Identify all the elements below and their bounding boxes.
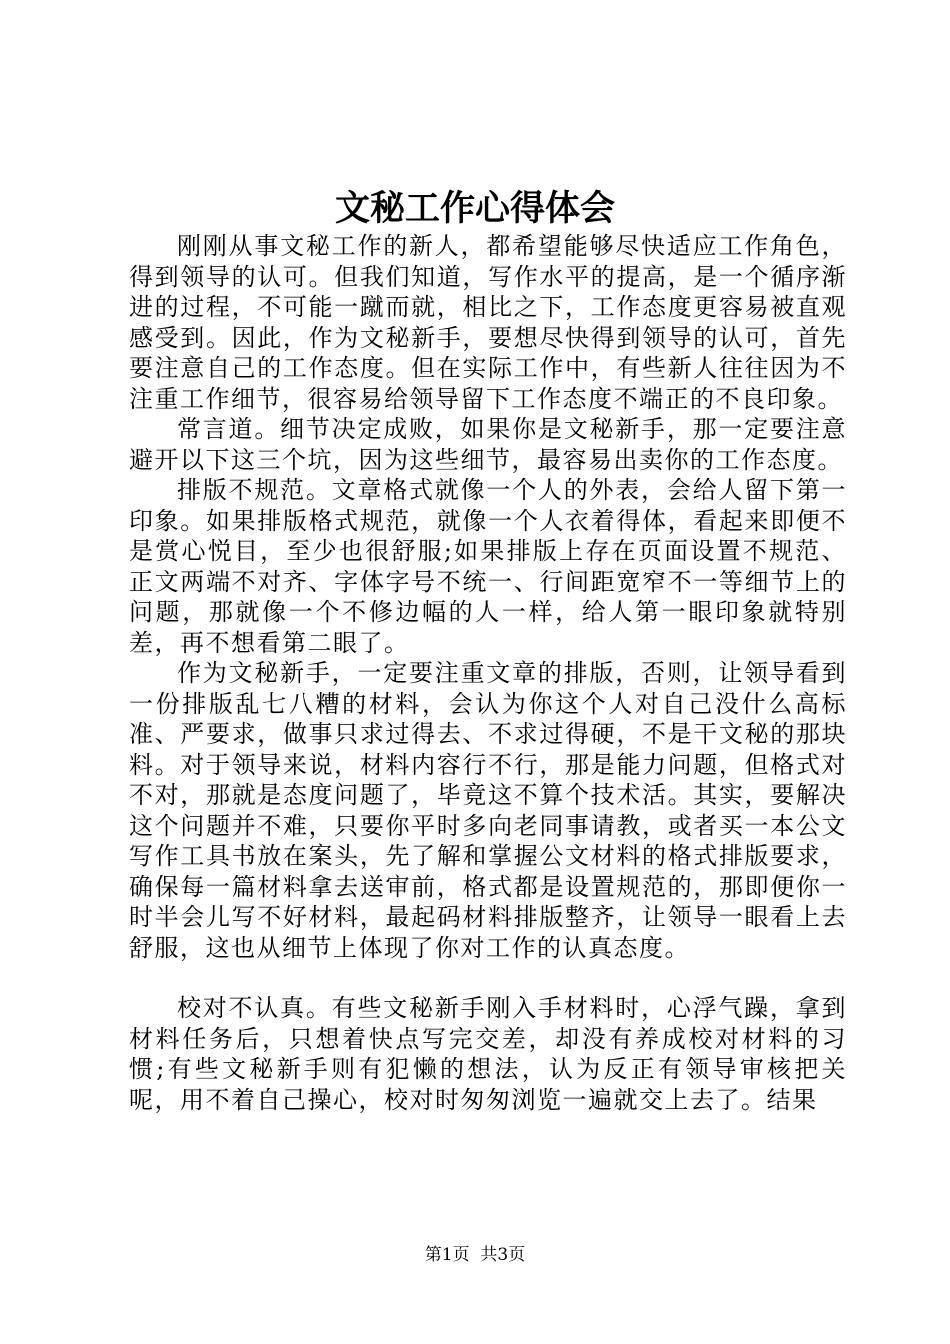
paragraph-saying: 常言道。细节决定成败，如果你是文秘新手，那一定要注意避开以下这三个坑，因为这些细节，最容易出卖你的工作态度。 [129,415,847,474]
page-total: 共3页 [480,1245,526,1265]
page-footer [0,1243,950,1267]
paragraph-layout-advice: 作为文秘新手，一定要注重文章的排版，否则，让领导看到一份排版乱七八糟的材料，会认为你这个人对自己没什么高标准、严要求，做事只求过得去、不求过得硬，不是干文秘的那块料。对于领导来说，材料内容行不行，那是能力问题，但格式对不对，那就是态度问题了，毕竟这不算个技术活。其实，要解决这个问题并不难，只要你平时多向老同事请教，或者买一本公文写作工具书放在案头，先了解和掌握公文材料的格式排版要求，确保每一篇材料拿去送审前，格式都是设置规范的，那即便你一时半会儿写不好材料，最起码材料排版整齐，让领导一眼看上去舒服，这也从细节上体现了你对工作的认真态度。 [129,659,847,962]
footer-spacer [470,1245,481,1265]
paragraph-layout-issue: 排版不规范。文章格式就像一个人的外表，会给人留下第一印象。如果排版格式规范，就像一个人衣着得体，看起来即便不是赏心悦目，至少也很舒服;如果排版上存在页面设置不规范、正文两端不对齐、字体字号不统一、行间距宽窄不一等细节上的问题，那就像一个不修边幅的人一样，给人第一眼印象就特别差，再不想看第二眼了。 [129,476,847,657]
paragraph-proofreading: 校对不认真。有些文秘新手刚入手材料时，心浮气躁，拿到材料任务后，只想着快点写完交差，却没有养成校对材料的习惯;有些文秘新手则有犯懒的想法，认为反正有领导审核把关呢，用不着自己操心，校对时匆匆浏览一遍就交上去了。结果 [129,994,847,1114]
paragraph-gap [129,963,847,993]
paragraph-intro: 刚刚从事文秘工作的新人，都希望能够尽快适应工作角色，得到领导的认可。但我们知道，写作水平的提高，是一个循序渐进的过程，不可能一蹴而就，相比之下，工作态度更容易被直观感受到。因此，作为文秘新手，要想尽快得到领导的认可，首先要注意自己的工作态度。但在实际工作中，有些新人往往因为不注重工作细节，很容易给领导留下工作态度不端正的不良印象。 [129,232,847,413]
document-title: 文秘工作心得体会 [334,188,615,229]
document-body [129,231,847,1115]
page-number: 第1页 [424,1245,470,1265]
